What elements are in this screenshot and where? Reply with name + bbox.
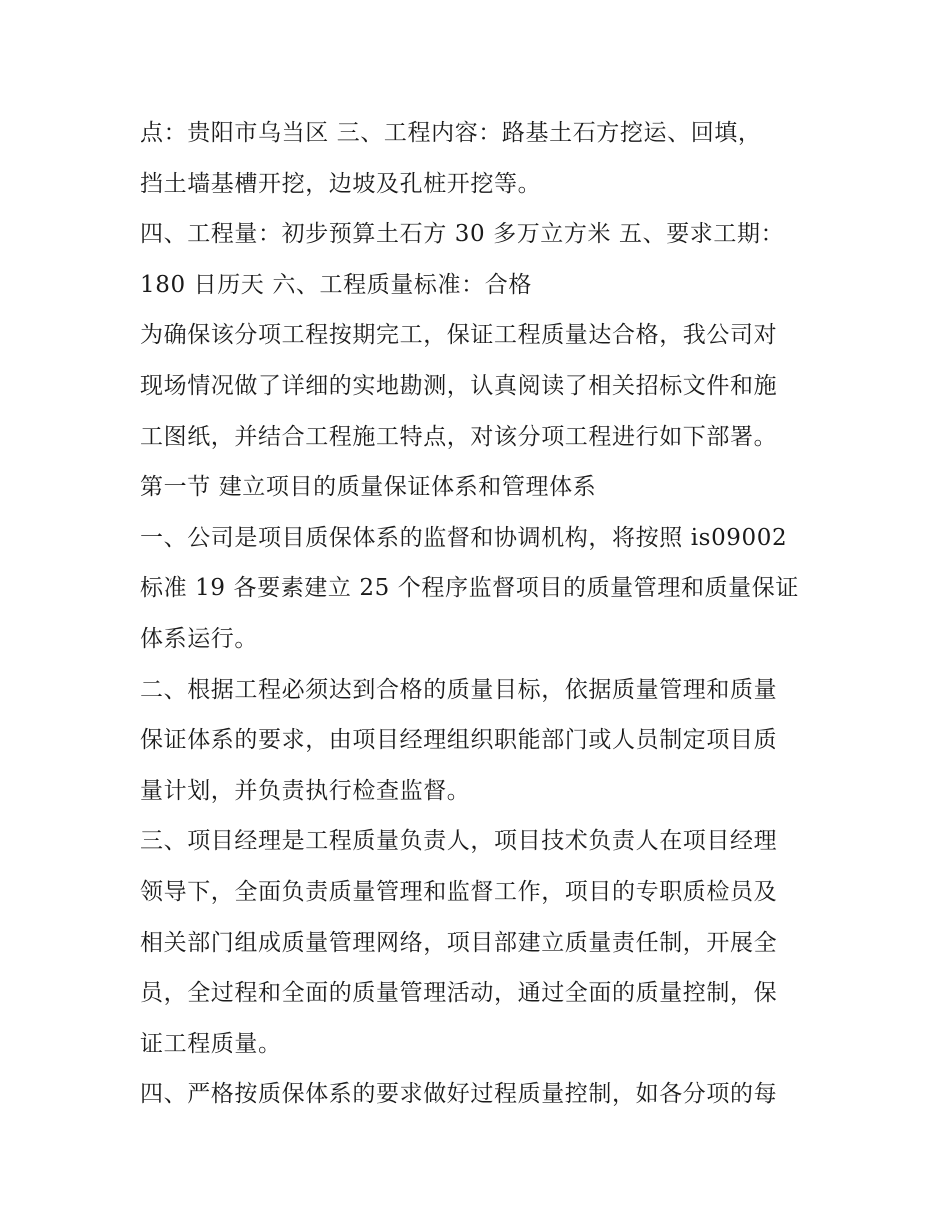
text-line: 现场情况做了详细的实地勘测，认真阅读了相关招标文件和施	[140, 372, 778, 399]
body-text	[140, 108, 820, 1120]
text-line: 保证体系的要求，由项目经理组织职能部门或人员制定项目质	[140, 727, 778, 754]
text-line: 证工程质量。	[140, 1030, 282, 1057]
text-line: 标准 19 各要素建立 25 个程序监督项目的质量管理和质量保证	[140, 575, 799, 602]
text-line: 挡土墙基槽开挖，边坡及孔桩开挖等。	[140, 170, 542, 197]
text-line: 点：贵阳市乌当区 三、工程内容：路基土石方挖运、回填，	[140, 120, 762, 146]
text-line: 一、公司是项目质保体系的监督和协调机构，将按照 is09002	[140, 524, 788, 551]
text-line: 员，全过程和全面的质量管理活动，通过全面的质量控制，保	[140, 980, 778, 1007]
text-line: 180 日历天 六、工程质量标准：合格	[140, 271, 532, 298]
text-line: 领导下，全面负责质量管理和监督工作，项目的专职质检员及	[140, 878, 778, 905]
section-heading: 第一节 建立项目的质量保证体系和管理体系	[140, 474, 597, 501]
text-line: 为确保该分项工程按期完工，保证工程质量达合格，我公司对	[140, 322, 778, 349]
text-line: 体系运行。	[140, 625, 258, 652]
text-line: 二、根据工程必须达到合格的质量目标，依据质量管理和质量	[140, 676, 778, 703]
text-line: 四、严格按质保体系的要求做好过程质量控制，如各分项的每	[140, 1081, 778, 1108]
text-line: 工图纸，并结合工程施工特点，对该分项工程进行如下部署。	[140, 423, 778, 450]
text-line: 量计划，并负责执行检查监督。	[140, 777, 471, 804]
text-line: 三、项目经理是工程质量负责人，项目技术负责人在项目经理	[140, 828, 778, 855]
text-line: 四、工程量：初步预算土石方 30 多万立方米 五、要求工期：	[140, 221, 785, 248]
text-line: 相关部门组成质量管理网络，项目部建立质量责任制，开展全	[140, 929, 778, 956]
